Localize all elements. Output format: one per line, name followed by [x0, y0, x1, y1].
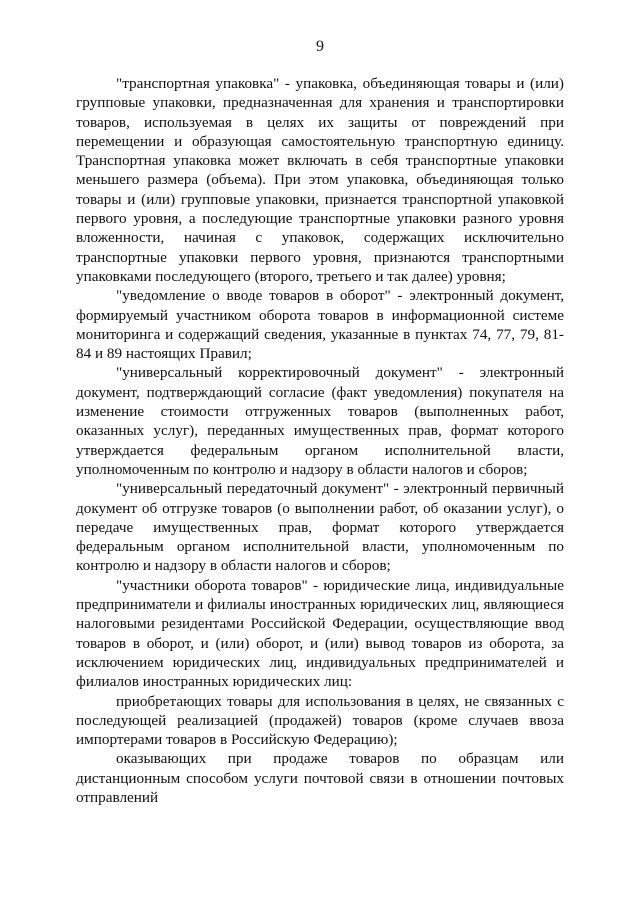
- page-number: 9: [316, 38, 324, 55]
- paragraph-universal-correction-document: "универсальный корректировочный документ" - электронный документ, подтверждающий согласие (факт уведомления) покупателя на изменение стоимости отгруженных товаров (выполненных работ, оказанных услуг), переданных имущественных прав, формат которого утверждается федеральным органом исполнительной власти, уполномоченным по контролю и надзору в области налогов и сборов;: [76, 364, 564, 478]
- paragraph-universal-transfer-document: "универсальный передаточный документ" - электронный первичный документ об отгрузке товаров (о выполнении работ, об оказании услуг), о передаче имущественных прав, формат которого утверждается федеральным органом исполнительной власти, уполномоченным по контролю и надзору в области налогов и сборов;: [76, 480, 564, 575]
- paragraph-participants-of-circulation: "участники оборота товаров" - юридические лица, индивидуальные предприниматели и филиалы иностранных юридических лиц, являющиеся налоговыми резидентами Российской Федерации, осуществляющие ввод товаров в оборот, и (или) оборот, и (или) вывод товаров из оборота, за исключением юридических лиц, индивидуальных предпринимателей и филиалов иностранных юридических лиц:: [76, 576, 564, 691]
- document-body: [76, 74, 564, 807]
- paragraph-transport-packaging: "транспортная упаковка" - упаковка, объединяющая товары и (или) групповые упаковки, предназначенная для хранения и транспортировки товаров, используемая в целях их защиты от повреждений при перемещении и образующая самостоятельную транспортную единицу. Транспортная упаковка может включать в себя транспортные упаковки меньшего размера (объема). При этом упаковка, объединяющая только товары и (или) групповые упаковки, признается транспортной упаковкой первого уровня, а последующие транспортные упаковки разного уровня вложенности, начиная с упаковок, содержащих исключительно транспортные упаковки первого уровня, признаются транспортными упаковками последующего (второго, третьего и так далее) уровня;: [76, 75, 564, 285]
- paragraph-postal-services: оказывающих при продаже товаров по образцам или дистанционным способом услуги почтовой связи в отношении почтовых отправлений: [76, 750, 564, 806]
- paragraph-acquiring-goods: приобретающих товары для использования в целях, не связанных с последующей реализацией (продажей) товаров (кроме случаев ввоза импортерами товаров в Российскую Федерацию);: [76, 692, 564, 749]
- paragraph-notification-goods-into-circulation: "уведомление о вводе товаров в оборот" - электронный документ, формируемый участником оборота товаров в информационной системе мониторинга и содержащий сведения, указанные в пунктах 74, 77, 79, 81- 84 и 89 настоящих Правил;: [76, 287, 564, 363]
